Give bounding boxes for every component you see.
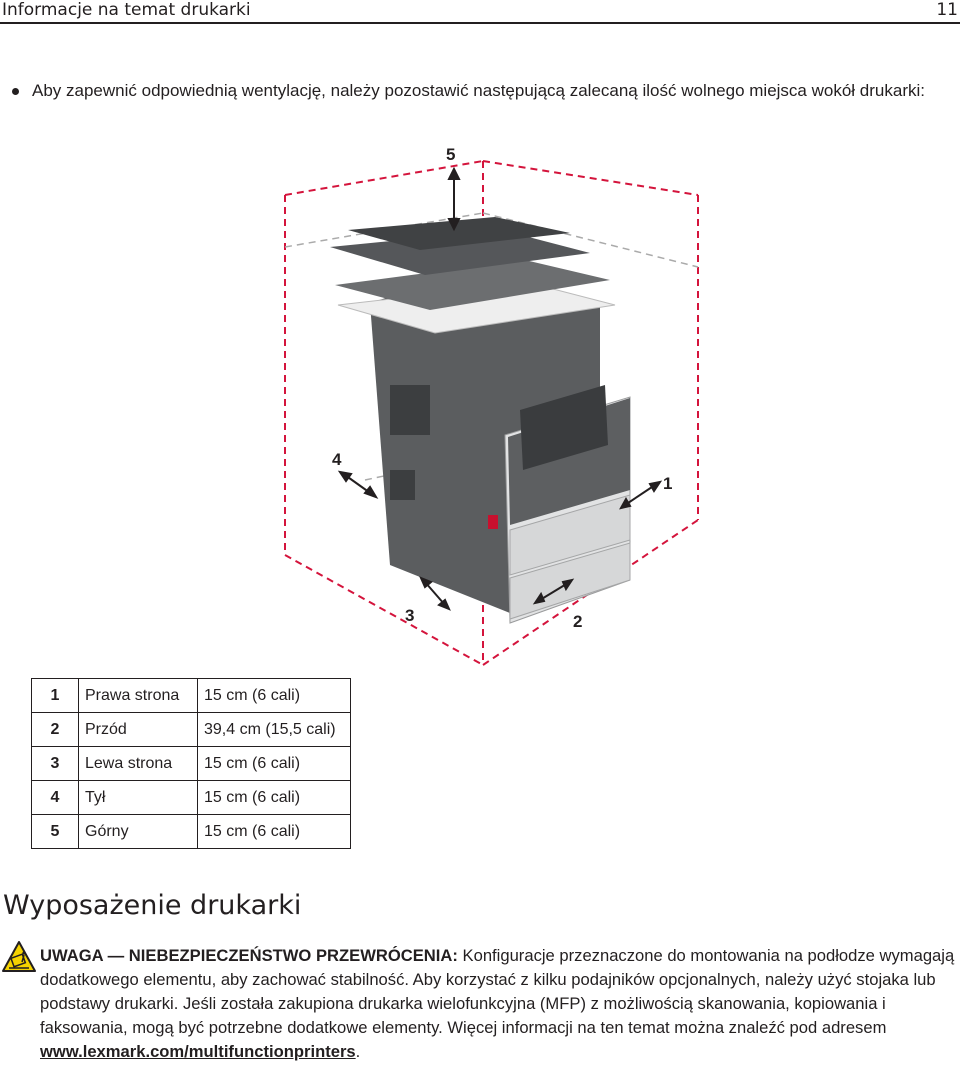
page-number: 11 (936, 0, 958, 20)
clearance-table (31, 678, 351, 849)
caution-body: Konfiguracje przeznaczone do montowania na podłodze wymagają dodatkowego elementu, aby zachować stabilność. Aby korzystać z kilku podajników opcjonalnych, należy użyć stojaka lub podstawy drukarki. Jeśli została zakupiona drukarka wielofunkcyjna (MFP) z możliwością skanowania, kopiowania i faksowania, mogą być potrzebne dodatkowe elementy. Więcej informacji na ten temat można znaleźć pod adresem (40, 946, 955, 1037)
caution-lead: UWAGA — NIEBEZPIECZEŃSTWO PRZEWRÓCENIA: (40, 946, 458, 965)
lexmark-link[interactable]: www.lexmark.com/multifunctionprinters (40, 1042, 356, 1061)
table-row (32, 815, 351, 849)
figure-label-3: 3 (405, 606, 415, 625)
row-number: 4 (32, 781, 79, 815)
row-location: Lewa strona (79, 747, 198, 781)
row-distance: 15 cm (6 cali) (198, 679, 351, 713)
bullet-dot (12, 88, 19, 95)
row-distance: 15 cm (6 cali) (198, 747, 351, 781)
printer-clearance-figure (270, 135, 720, 670)
row-number: 2 (32, 713, 79, 747)
row-location: Górny (79, 815, 198, 849)
figure-label-2: 2 (573, 612, 583, 631)
row-number: 3 (32, 747, 79, 781)
row-location: Tył (79, 781, 198, 815)
bullet-text: Aby zapewnić odpowiednią wentylację, należy pozostawić następującą zalecaną ilość wolnego miejsca wokół drukarki: (32, 81, 925, 100)
row-distance: 15 cm (6 cali) (198, 815, 351, 849)
table-row (32, 781, 351, 815)
figure-label-4: 4 (332, 450, 342, 469)
ventilation-bullet (12, 78, 932, 103)
warning-tip-over-icon (2, 940, 36, 974)
row-location: Prawa strona (79, 679, 198, 713)
printer-illustration (330, 217, 630, 623)
row-number: 1 (32, 679, 79, 713)
row-distance: 15 cm (6 cali) (198, 781, 351, 815)
page-header (0, 0, 960, 24)
figure-label-5: 5 (446, 145, 456, 164)
row-location: Przód (79, 713, 198, 747)
header-title: Informacje na temat drukarki (2, 0, 251, 20)
table-row (32, 679, 351, 713)
row-number: 5 (32, 815, 79, 849)
table-row (32, 747, 351, 781)
caution-tail: . (355, 1042, 361, 1061)
section-title: Wyposażenie drukarki (3, 890, 302, 921)
row-distance: 39,4 cm (15,5 cali) (198, 713, 351, 747)
table-row (32, 713, 351, 747)
figure-label-1: 1 (663, 474, 673, 493)
tip-over-caution (40, 944, 955, 1064)
